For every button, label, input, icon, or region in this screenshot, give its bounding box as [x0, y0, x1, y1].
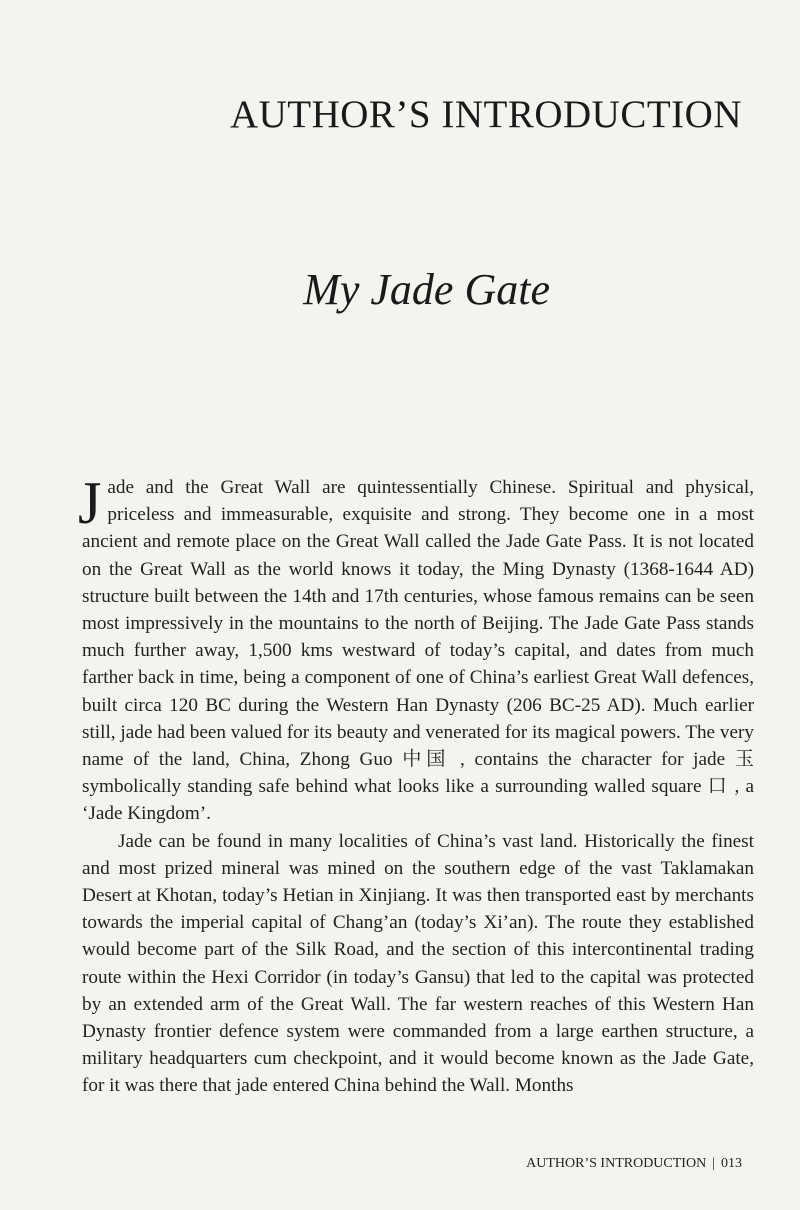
- paragraph-2: Jade can be found in many localities of China’s vast land. Historically the finest and most prized mineral was mined on the southern edge of the vast Taklamakan Desert at Khotan, today’s Hetian in Xinjiang. It was then transported east by merchants towards the imperial capital of Chang’an (today’s Xi’an). The route they established would become part of the Silk Road, and the section of this intercontinental trading route within the Hexi Corridor (in today’s Gansu) that led to the capital was protected by an extended arm of the Great Wall. The far western reaches of this Western Han Dynasty frontier defence system were commanded from a large earthen structure, a military headquarters cum checkpoint, and it would become known as the Jade Gate, for it was there that jade entered China behind the Wall. Months: [82, 830, 754, 1097]
- body-text: [78, 470, 754, 1100]
- paragraph-1: [78, 470, 754, 828]
- chapter-heading: AUTHOR’S INTRODUCTION: [229, 93, 742, 136]
- running-head: AUTHOR’S INTRODUCTION: [526, 1156, 707, 1171]
- page-number: 013: [721, 1156, 742, 1171]
- chapter-title: My Jade Gate: [303, 265, 550, 314]
- drop-cap: J: [78, 470, 102, 536]
- footer-separator: |: [712, 1156, 715, 1171]
- page-footer: [526, 1156, 742, 1172]
- paragraph-1-text: ade and the Great Wall are quintessentially Chinese. Spiritual and physical, priceless and immeasurable, exquisite and strong. They become one in a most ancient and remote place on the Great Wall called the Jade Gate Pass. It is not located on the Great Wall as the world knows it today, the Ming Dynasty (1368-1644 AD) structure built between the 14th and 17th centuries, whose famous remains can be seen most impressively in the mountains to the north of Beijing. The Jade Gate Pass stands much further away, 1,500 kms westward of today’s capital, and dates from much farther back in time, being a component of one of China’s earliest Great Wall defences, built circa 120 BC during the Western Han Dynasty (206 BC-25 AD). Much earlier still, jade had been valued for its beauty and venerated for its magical powers. The very name of the land, China, Zhong Guo 中国 , contains the character for jade 玉 symbolically standing safe behind what looks like a surrounding walled square 口 , a ‘Jade Kingdom’.: [82, 477, 754, 825]
